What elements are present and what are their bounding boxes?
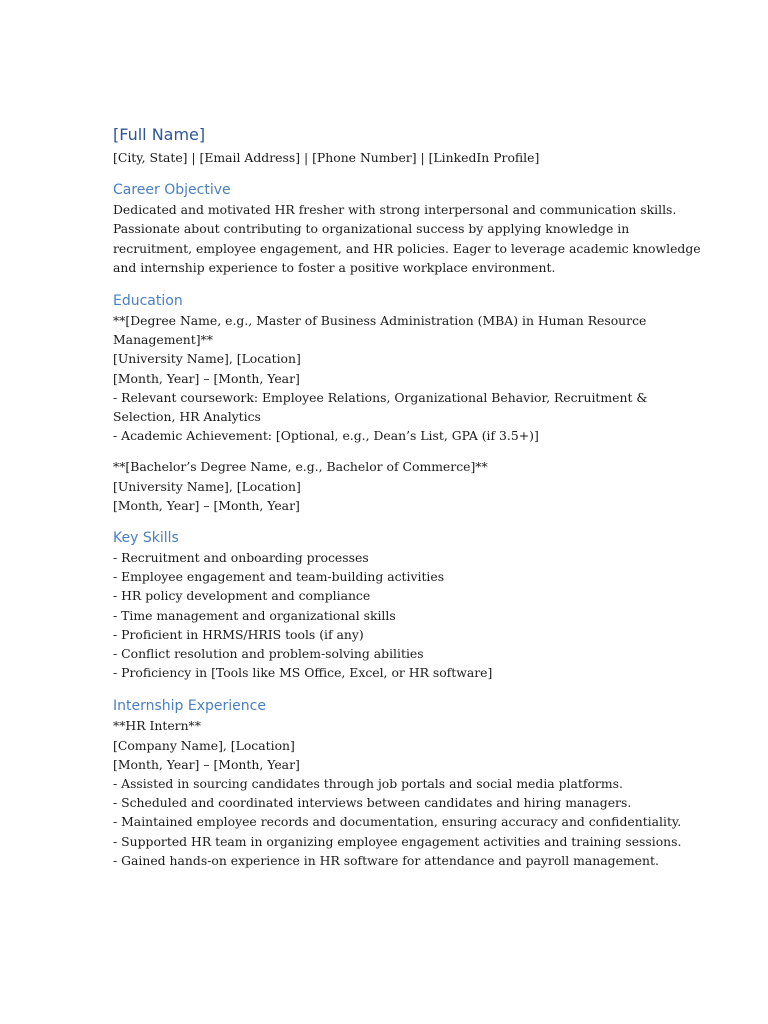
- education-entry-masters: [113, 311, 673, 445]
- skills-list: [113, 548, 673, 682]
- duty-item: - Scheduled and coordinated interviews between candidates and hiring managers.: [113, 795, 632, 811]
- section-heading-education: Education: [113, 293, 183, 310]
- text-line: and internship experience to foster a positive workplace environment.: [113, 259, 556, 275]
- section-career-objective: [113, 180, 701, 277]
- degree-title: **[Bachelor’s Degree Name, e.g., Bachelor of Commerce]**: [113, 459, 488, 475]
- text-line: Dedicated and motivated HR fresher with strong interpersonal and communication skills.: [113, 202, 677, 218]
- coursework: - Relevant coursework: Employee Relations, Organizational Behavior, Recruitment &: [113, 389, 648, 405]
- degree-title-cont: Management]**: [113, 332, 213, 348]
- resume-document: [113, 124, 701, 870]
- skill-item: - Employee engagement and team-building activities: [113, 569, 445, 585]
- date-range: [Month, Year] – [Month, Year]: [113, 370, 300, 386]
- section-key-skills: [113, 528, 673, 682]
- coursework-cont: Selection, HR Analytics: [113, 409, 261, 425]
- duty-item: - Maintained employee records and documentation, ensuring accuracy and confidentiality.: [113, 814, 682, 830]
- text-line: recruitment, employee engagement, and HR policies. Eager to leverage academic knowledge: [113, 240, 701, 256]
- education-entry-bachelors: [113, 457, 673, 515]
- internship-entry: [113, 716, 682, 870]
- date-range: [Month, Year] – [Month, Year]: [113, 756, 300, 772]
- section-heading-internship: Internship Experience: [113, 698, 266, 715]
- university-location: [University Name], [Location]: [113, 351, 301, 367]
- full-name: [Full Name]: [113, 125, 206, 144]
- section-heading-career-objective: Career Objective: [113, 182, 231, 199]
- section-education: [113, 291, 673, 515]
- university-location: [University Name], [Location]: [113, 478, 301, 494]
- duty-item: - Gained hands-on experience in HR software for attendance and payroll management.: [113, 852, 659, 868]
- skill-item: - Conflict resolution and problem-solving abilities: [113, 646, 424, 662]
- company-location: [Company Name], [Location]: [113, 737, 295, 753]
- skill-item: - HR policy development and compliance: [113, 588, 371, 604]
- academic-achievement: - Academic Achievement: [Optional, e.g., Dean’s List, GPA (if 3.5+)]: [113, 428, 539, 444]
- skill-item: - Proficiency in [Tools like MS Office, Excel, or HR software]: [113, 665, 493, 681]
- degree-title: **[Degree Name, e.g., Master of Business Administration (MBA) in Human Resource: [113, 313, 647, 329]
- skill-item: - Time management and organizational skills: [113, 607, 396, 623]
- text-line: Passionate about contributing to organizational success by applying knowledge in: [113, 221, 630, 237]
- section-heading-key-skills: Key Skills: [113, 530, 179, 547]
- date-range: [Month, Year] – [Month, Year]: [113, 497, 300, 513]
- skill-item: - Recruitment and onboarding processes: [113, 550, 369, 566]
- career-objective-text: [113, 200, 701, 277]
- skill-item: - Proficient in HRMS/HRIS tools (if any): [113, 626, 364, 642]
- duty-item: - Assisted in sourcing candidates through job portals and social media platforms.: [113, 776, 623, 792]
- contact-info: [City, State] | [Email Address] | [Phone Number] | [LinkedIn Profile]: [113, 150, 540, 165]
- job-title: **HR Intern**: [113, 718, 201, 734]
- duty-item: - Supported HR team in organizing employee engagement activities and training sessions.: [113, 833, 682, 849]
- section-internship-experience: [113, 696, 682, 870]
- resume-header: [113, 124, 673, 167]
